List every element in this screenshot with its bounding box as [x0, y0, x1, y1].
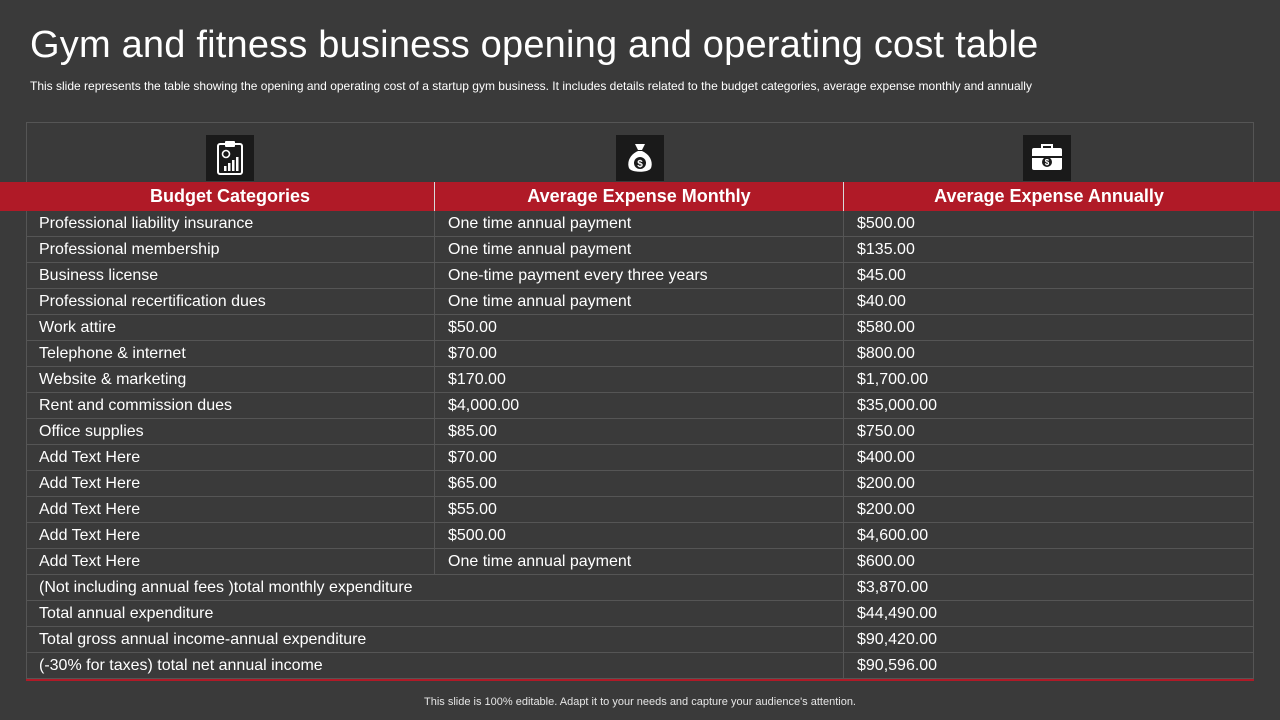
header-monthly-expense: Average Expense Monthly [435, 182, 844, 211]
table-row [26, 419, 1254, 445]
monthly-cell: $4,000.00 [435, 393, 844, 418]
category-cell: Professional liability insurance [26, 211, 435, 236]
annual-cell: $500.00 [857, 215, 915, 232]
table-row [26, 523, 1254, 549]
category-cell: Website & marketing [26, 367, 435, 392]
monthly-cell: $50.00 [435, 315, 844, 340]
total-label-cell: (Not including annual fees )total monthly expenditure [26, 575, 844, 600]
annual-cell: $400.00 [857, 449, 915, 466]
monthly-cell: One time annual payment [435, 211, 844, 236]
monthly-cell: $170.00 [435, 367, 844, 392]
category-cell: Work attire [26, 315, 435, 340]
slide-title: Gym and fitness business opening and operating cost table [30, 24, 1039, 66]
annual-cell: $1,700.00 [857, 371, 929, 388]
table-header [26, 182, 1254, 211]
monthly-cell: One-time payment every three years [435, 263, 844, 288]
monthly-cell: $55.00 [435, 497, 844, 522]
category-cell: Add Text Here [26, 445, 435, 470]
total-value-cell: $90,596.00 [857, 657, 938, 674]
category-cell: Professional membership [26, 237, 435, 262]
slide-subtitle: This slide represents the table showing the opening and operating cost of a startup gym business. It includes details related to the budget categories, average expense monthly and annually [30, 79, 1032, 93]
annual-cell: $800.00 [857, 345, 915, 362]
table-row [26, 289, 1254, 315]
table-row [26, 237, 1254, 263]
clipboard-chart-icon [206, 135, 254, 181]
table-row [26, 367, 1254, 393]
annual-cell: $4,600.00 [857, 527, 929, 544]
category-cell: Professional recertification dues [26, 289, 435, 314]
category-cell: Add Text Here [26, 497, 435, 522]
table-row [26, 471, 1254, 497]
table-row [26, 315, 1254, 341]
total-label-cell: Total gross annual income-annual expenditure [26, 627, 844, 652]
monthly-cell: $500.00 [435, 523, 844, 548]
table-row [26, 341, 1254, 367]
table-bottom-accent [26, 679, 1254, 681]
cash-briefcase-icon [1023, 135, 1071, 181]
total-value-cell: $90,420.00 [857, 631, 938, 648]
annual-cell: $45.00 [857, 267, 906, 284]
monthly-cell: $70.00 [435, 341, 844, 366]
category-cell: Add Text Here [26, 549, 435, 574]
total-label-cell: (-30% for taxes) total net annual income [26, 653, 844, 678]
annual-cell: $580.00 [857, 319, 915, 336]
header-budget-categories: Budget Categories [26, 182, 435, 211]
monthly-cell: One time annual payment [435, 549, 844, 574]
monthly-cell: $70.00 [435, 445, 844, 470]
annual-cell: $40.00 [857, 293, 906, 310]
category-cell: Office supplies [26, 419, 435, 444]
category-cell: Add Text Here [26, 523, 435, 548]
header-annual-expense: Average Expense Annually [934, 186, 1164, 206]
table-row [26, 497, 1254, 523]
table-row [26, 445, 1254, 471]
monthly-cell: One time annual payment [435, 237, 844, 262]
monthly-cell: One time annual payment [435, 289, 844, 314]
category-cell: Add Text Here [26, 471, 435, 496]
table-row [26, 549, 1254, 575]
annual-cell: $750.00 [857, 423, 915, 440]
slide-footer: This slide is 100% editable. Adapt it to your needs and capture your audience's attention. [424, 696, 856, 708]
annual-cell: $200.00 [857, 475, 915, 492]
total-row [26, 601, 1254, 627]
total-value-cell: $44,490.00 [857, 605, 938, 622]
monthly-cell: $65.00 [435, 471, 844, 496]
table-row [26, 393, 1254, 419]
total-label-cell: Total annual expenditure [26, 601, 844, 626]
icon-row [26, 122, 1254, 182]
svg-text:$: $ [1044, 158, 1050, 167]
money-bag-icon [616, 135, 664, 181]
table-body [26, 211, 1254, 679]
category-cell: Telephone & internet [26, 341, 435, 366]
annual-cell: $600.00 [857, 553, 915, 570]
svg-text:$: $ [637, 159, 643, 170]
monthly-cell: $85.00 [435, 419, 844, 444]
total-row [26, 653, 1254, 679]
total-row [26, 575, 1254, 601]
category-cell: Business license [26, 263, 435, 288]
table-row [26, 263, 1254, 289]
total-row [26, 627, 1254, 653]
annual-cell: $135.00 [857, 241, 915, 258]
total-value-cell: $3,870.00 [857, 579, 929, 596]
table-row [26, 211, 1254, 237]
annual-cell: $35,000.00 [857, 397, 938, 414]
annual-cell: $200.00 [857, 501, 915, 518]
category-cell: Rent and commission dues [26, 393, 435, 418]
